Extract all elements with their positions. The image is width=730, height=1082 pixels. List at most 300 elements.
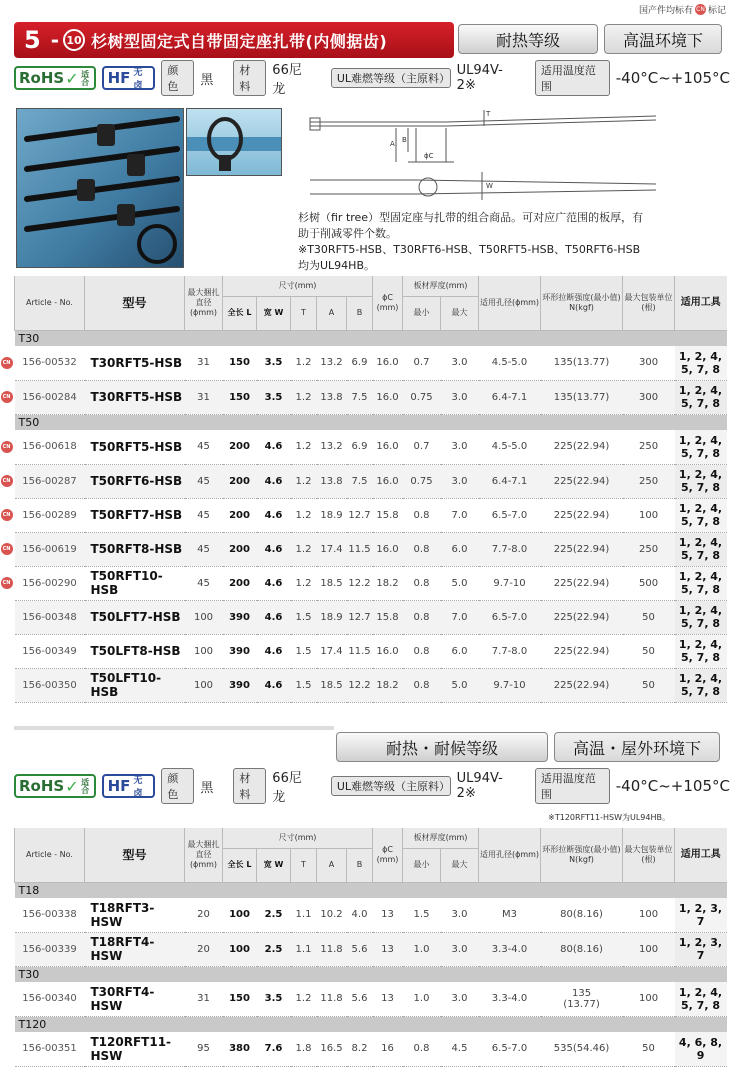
b-cell: 12.2 bbox=[347, 668, 373, 702]
tools-cell bbox=[675, 380, 727, 414]
tools-line: 1, 2, 4, bbox=[678, 349, 723, 363]
dim-c-label: ϕC bbox=[424, 152, 434, 160]
plate-max-cell: 3.0 bbox=[441, 932, 479, 966]
tools-cell bbox=[675, 634, 727, 668]
tools-line: 1, 2, 4, bbox=[678, 638, 723, 651]
b-cell: 4.0 bbox=[347, 898, 373, 932]
model-cell: T50RFT7-HSB bbox=[85, 498, 185, 532]
length-cell: 200 bbox=[223, 464, 257, 498]
cn-badge-icon: CN bbox=[696, 6, 705, 13]
strength-cell: 225(22.94) bbox=[541, 498, 623, 532]
pack-cell: 100 bbox=[623, 932, 675, 966]
sub-number-badge: 10 bbox=[63, 29, 85, 51]
article-no-cell bbox=[2, 532, 85, 566]
max-dia-cell: 100 bbox=[185, 600, 223, 634]
dim-a-label: A bbox=[390, 140, 395, 148]
col-hole: 适用孔径(ϕmm) bbox=[479, 276, 541, 330]
tools-line: 1, 2, 4, bbox=[678, 604, 723, 617]
hole-cell: 9.7-10 bbox=[479, 566, 541, 600]
table-row bbox=[15, 932, 727, 966]
max-dia-cell: 31 bbox=[185, 380, 223, 414]
plate-max-cell: 6.0 bbox=[441, 532, 479, 566]
length-cell: 150 bbox=[223, 380, 257, 414]
environment-badge: 高温环境下 bbox=[604, 24, 722, 54]
model-cell: T50RFT10-HSB bbox=[85, 566, 185, 600]
tools-line: 5, 7, 8 bbox=[681, 685, 720, 698]
tools-line: 5, 7, 8 bbox=[681, 446, 720, 460]
tools-cell bbox=[675, 600, 727, 634]
width-cell: 3.5 bbox=[257, 346, 291, 380]
a-cell: 16.5 bbox=[317, 1032, 347, 1066]
model-cell: T30RFT5-HSB bbox=[85, 380, 185, 414]
hf-logo: HF 无卤 bbox=[102, 774, 156, 798]
cn-badge-icon: CN bbox=[1, 475, 13, 487]
col-plate: 板材厚度(mm) bbox=[403, 276, 479, 296]
spec-row bbox=[14, 63, 730, 97]
article-no-text: 156-00532 bbox=[22, 357, 77, 369]
article-no-cell bbox=[2, 430, 85, 464]
tools-line: 1, 2, 4, bbox=[678, 502, 723, 515]
length-cell: 150 bbox=[223, 982, 257, 1016]
phi-c-cell: 18.2 bbox=[373, 668, 403, 702]
plate-min-cell: 1.5 bbox=[403, 898, 441, 932]
hole-cell: 3.3-4.0 bbox=[479, 982, 541, 1016]
hole-cell: 6.5-7.0 bbox=[479, 1032, 541, 1066]
plate-min-cell: 0.8 bbox=[403, 600, 441, 634]
table-row bbox=[15, 600, 727, 634]
color-label: 颜色 bbox=[161, 768, 194, 804]
a-cell: 18.9 bbox=[317, 498, 347, 532]
model-cell: T50LFT8-HSB bbox=[85, 634, 185, 668]
tools-line: 1, 2, 4, bbox=[678, 570, 723, 583]
plate-min-cell: 0.8 bbox=[403, 634, 441, 668]
b-cell: 11.5 bbox=[347, 532, 373, 566]
width-cell: 4.6 bbox=[257, 498, 291, 532]
a-cell: 13.8 bbox=[317, 464, 347, 498]
tools-line: 5, 7, 8 bbox=[681, 397, 720, 410]
max-dia-cell: 31 bbox=[185, 346, 223, 380]
plate-max-cell: 7.0 bbox=[441, 498, 479, 532]
width-cell: 4.6 bbox=[257, 566, 291, 600]
strength-cell: 225(22.94) bbox=[541, 634, 623, 668]
model-cell: T18RFT4-HSW bbox=[85, 932, 185, 966]
max-dia-cell: 31 bbox=[185, 982, 223, 1016]
article-no-cell bbox=[2, 566, 85, 600]
dim-b-label: B bbox=[402, 136, 407, 144]
strength-cell: 225(22.94) bbox=[541, 600, 623, 634]
plate-min-cell: 0.7 bbox=[403, 430, 441, 464]
pack-cell: 100 bbox=[623, 498, 675, 532]
article-no-cell: 156-00349 bbox=[15, 634, 85, 668]
strength-cell bbox=[541, 982, 623, 1016]
cn-badge-icon: CN bbox=[1, 509, 13, 521]
plate-max-cell: 6.0 bbox=[441, 634, 479, 668]
col-phi-c: ϕC (mm) bbox=[373, 276, 403, 330]
strength-line: (13.77) bbox=[563, 998, 600, 1010]
plate-min-cell: 0.8 bbox=[403, 566, 441, 600]
hole-cell: 7.7-8.0 bbox=[479, 634, 541, 668]
tools-cell bbox=[675, 464, 727, 498]
group-label: T18 bbox=[15, 882, 727, 898]
max-dia-cell: 45 bbox=[185, 532, 223, 566]
desc-line: 均为UL94HB。 bbox=[298, 259, 375, 272]
tools-line: 1, 2, 3, 7 bbox=[678, 901, 723, 928]
dim-w-label: W bbox=[486, 182, 493, 190]
tools-cell bbox=[675, 498, 727, 532]
model-cell: T50RFT5-HSB bbox=[85, 430, 185, 464]
length-cell: 100 bbox=[223, 898, 257, 932]
tools-cell bbox=[675, 532, 727, 566]
col-article: Article - No. bbox=[15, 276, 85, 330]
tools-line: 5, 7, 8 bbox=[681, 583, 720, 596]
col-t: T bbox=[291, 296, 317, 330]
table-row bbox=[15, 1032, 727, 1066]
a-cell: 13.2 bbox=[317, 430, 347, 464]
pack-cell: 250 bbox=[623, 532, 675, 566]
b-cell: 6.9 bbox=[347, 430, 373, 464]
width-cell: 7.6 bbox=[257, 1032, 291, 1066]
col-pack: 最大包装单位(根) bbox=[623, 276, 675, 330]
model-cell: T120RFT11-HSW bbox=[85, 1032, 185, 1066]
plate-min-cell: 0.75 bbox=[403, 380, 441, 414]
ul-label: UL难燃等级（主原料） bbox=[331, 68, 451, 88]
temp-label: 适用温度范围 bbox=[535, 60, 610, 96]
article-no-text: 156-00289 bbox=[22, 509, 77, 521]
table-row bbox=[15, 668, 727, 702]
grade-badge: 耐热等级 bbox=[458, 24, 598, 54]
t-cell: 1.2 bbox=[291, 498, 317, 532]
tools-line: 1, 2, 4, bbox=[678, 384, 723, 397]
a-cell: 13.2 bbox=[317, 346, 347, 380]
desc-line: 杉树（fir tree）型固定座与扎带的组合商品。可对应广范围的板厚，有 bbox=[298, 211, 644, 224]
col-dims: 尺寸(mm) bbox=[223, 276, 373, 296]
t-cell: 1.5 bbox=[291, 600, 317, 634]
product-photo-cables bbox=[16, 108, 184, 268]
tools-cell bbox=[675, 346, 727, 380]
col-max: 最大 bbox=[441, 296, 479, 330]
width-cell: 4.6 bbox=[257, 464, 291, 498]
col-b: B bbox=[347, 296, 373, 330]
width-cell: 2.5 bbox=[257, 932, 291, 966]
tools-line: 5, 7, 8 bbox=[681, 617, 720, 630]
color-value: 黑 bbox=[200, 72, 214, 88]
length-cell: 200 bbox=[223, 498, 257, 532]
plate-min-cell: 0.7 bbox=[403, 346, 441, 380]
max-dia-cell: 45 bbox=[185, 430, 223, 464]
max-dia-cell: 20 bbox=[185, 898, 223, 932]
col-model: 型号 bbox=[85, 828, 185, 882]
t-cell: 1.2 bbox=[291, 566, 317, 600]
title-dash: - bbox=[50, 28, 60, 52]
length-cell: 100 bbox=[223, 932, 257, 966]
check-icon: ✓ bbox=[65, 68, 79, 88]
t-cell: 1.2 bbox=[291, 982, 317, 1016]
desc-line: 助于削减零件个数。 bbox=[298, 227, 397, 240]
spec-row-2 bbox=[14, 771, 730, 805]
col-max-dia: 最大捆扎直径(ϕmm) bbox=[185, 828, 223, 882]
t-cell: 1.5 bbox=[291, 634, 317, 668]
hole-cell: 6.4-7.1 bbox=[479, 380, 541, 414]
col-a: A bbox=[317, 848, 347, 882]
length-cell: 200 bbox=[223, 430, 257, 464]
tools-line: 1, 2, 4, bbox=[678, 468, 723, 481]
col-t: T bbox=[291, 848, 317, 882]
article-no-cell: 156-00338 bbox=[15, 898, 85, 932]
group-header-row bbox=[15, 882, 727, 898]
strength-cell: 135(13.77) bbox=[541, 346, 623, 380]
tools-cell bbox=[675, 668, 727, 702]
group-header-row bbox=[15, 414, 727, 430]
col-pack: 最大包装单位(根) bbox=[623, 828, 675, 882]
pack-cell: 100 bbox=[623, 898, 675, 932]
hole-cell: 6.5-7.0 bbox=[479, 600, 541, 634]
pack-cell: 50 bbox=[623, 634, 675, 668]
article-no-cell: 156-00339 bbox=[15, 932, 85, 966]
length-cell: 380 bbox=[223, 1032, 257, 1066]
model-cell: T30RFT4-HSW bbox=[85, 982, 185, 1016]
cn-note-text: 国产件均标有 bbox=[638, 6, 693, 16]
b-cell: 5.6 bbox=[347, 932, 373, 966]
cn-badge-icon: CN bbox=[1, 577, 13, 589]
section-divider bbox=[14, 726, 334, 730]
table-row bbox=[15, 498, 727, 532]
hole-cell: 4.5-5.0 bbox=[479, 346, 541, 380]
pack-cell: 250 bbox=[623, 464, 675, 498]
width-cell: 4.6 bbox=[257, 668, 291, 702]
material-value: 66尼龙 bbox=[272, 771, 302, 805]
a-cell: 18.9 bbox=[317, 600, 347, 634]
plate-max-cell: 3.0 bbox=[441, 898, 479, 932]
t-cell: 1.2 bbox=[291, 532, 317, 566]
hole-cell: 7.7-8.0 bbox=[479, 532, 541, 566]
b-cell: 7.5 bbox=[347, 464, 373, 498]
tools-line: 5, 7, 8 bbox=[681, 651, 720, 664]
tools-line: 5, 7, 8 bbox=[681, 515, 720, 528]
plate-min-cell: 1.0 bbox=[403, 932, 441, 966]
pack-cell: 50 bbox=[623, 600, 675, 634]
phi-c-cell: 16.0 bbox=[373, 380, 403, 414]
hole-cell: 4.5-5.0 bbox=[479, 430, 541, 464]
group-label: T50 bbox=[15, 414, 727, 430]
article-no-cell bbox=[2, 464, 85, 498]
article-no-cell bbox=[2, 346, 85, 380]
phi-c-cell: 18.2 bbox=[373, 566, 403, 600]
max-dia-cell: 20 bbox=[185, 932, 223, 966]
phi-c-cell: 15.8 bbox=[373, 600, 403, 634]
t-cell: 1.1 bbox=[291, 932, 317, 966]
col-b: B bbox=[347, 848, 373, 882]
t-cell: 1.2 bbox=[291, 346, 317, 380]
b-cell: 12.7 bbox=[347, 498, 373, 532]
a-cell: 13.8 bbox=[317, 380, 347, 414]
b-cell: 11.5 bbox=[347, 634, 373, 668]
hole-cell: 6.5-7.0 bbox=[479, 498, 541, 532]
strength-cell: 80(8.16) bbox=[541, 932, 623, 966]
col-w: 宽 W bbox=[257, 848, 291, 882]
strength-cell: 225(22.94) bbox=[541, 566, 623, 600]
tools-line: 1, 2, 4, bbox=[678, 536, 723, 549]
table-row bbox=[15, 982, 727, 1016]
strength-cell: 135(13.77) bbox=[541, 380, 623, 414]
section-title-bar bbox=[14, 22, 454, 58]
width-cell: 2.5 bbox=[257, 898, 291, 932]
cn-badge-icon: CN bbox=[1, 441, 13, 453]
tools-cell bbox=[675, 430, 727, 464]
hole-cell: 9.7-10 bbox=[479, 668, 541, 702]
tools-line: 1, 2, 4, bbox=[678, 672, 723, 685]
col-w: 宽 W bbox=[257, 296, 291, 330]
phi-c-cell: 13 bbox=[373, 932, 403, 966]
plate-max-cell: 3.0 bbox=[441, 464, 479, 498]
tools-line: 4, 6, 8, 9 bbox=[678, 1035, 723, 1062]
color-label: 颜色 bbox=[161, 60, 194, 96]
plate-min-cell: 0.75 bbox=[403, 464, 441, 498]
strength-line: 135 bbox=[571, 987, 592, 999]
article-no-text: 156-00287 bbox=[22, 475, 77, 487]
b-cell: 8.2 bbox=[347, 1032, 373, 1066]
phi-c-cell: 16.0 bbox=[373, 634, 403, 668]
b-cell: 5.6 bbox=[347, 982, 373, 1016]
col-article: Article - No. bbox=[15, 828, 85, 882]
b-cell: 12.7 bbox=[347, 600, 373, 634]
group-label: T30 bbox=[15, 966, 727, 982]
cn-badge-icon: CN bbox=[1, 543, 13, 555]
table-row bbox=[15, 898, 727, 932]
table-row bbox=[15, 430, 727, 464]
plate-min-cell: 0.8 bbox=[403, 1032, 441, 1066]
a-cell: 11.8 bbox=[317, 932, 347, 966]
group-header-row bbox=[15, 1016, 727, 1032]
check-icon: ✓ bbox=[65, 776, 79, 796]
model-cell: T50RFT6-HSB bbox=[85, 464, 185, 498]
article-no-text: 156-00619 bbox=[22, 543, 77, 555]
model-cell: T50LFT10-HSB bbox=[85, 668, 185, 702]
phi-c-cell: 15.8 bbox=[373, 498, 403, 532]
model-cell: T50LFT7-HSB bbox=[85, 600, 185, 634]
table-row bbox=[15, 634, 727, 668]
length-cell: 150 bbox=[223, 346, 257, 380]
max-dia-cell: 100 bbox=[185, 634, 223, 668]
model-cell: T18RFT3-HSW bbox=[85, 898, 185, 932]
width-cell: 3.5 bbox=[257, 982, 291, 1016]
tools-cell bbox=[675, 566, 727, 600]
table-row bbox=[15, 346, 727, 380]
strength-cell: 225(22.94) bbox=[541, 430, 623, 464]
cn-badge-icon: CN bbox=[1, 391, 13, 403]
strength-cell: 225(22.94) bbox=[541, 532, 623, 566]
group-header-row bbox=[15, 330, 727, 346]
plate-min-cell: 1.0 bbox=[403, 982, 441, 1016]
length-cell: 390 bbox=[223, 600, 257, 634]
section-number: 5 bbox=[24, 26, 41, 54]
pack-cell: 300 bbox=[623, 380, 675, 414]
model-cell: T50RFT8-HSB bbox=[85, 532, 185, 566]
plate-max-cell: 5.0 bbox=[441, 668, 479, 702]
material-label: 材料 bbox=[233, 60, 266, 96]
pack-cell: 50 bbox=[623, 668, 675, 702]
t-cell: 1.1 bbox=[291, 898, 317, 932]
cn-note-text-after: 标记 bbox=[707, 6, 726, 16]
temp-value: -40°C~+105°C bbox=[615, 69, 730, 87]
width-cell: 4.6 bbox=[257, 600, 291, 634]
rohs-logo: RoHS ✓ 适合 bbox=[14, 66, 96, 90]
phi-c-cell: 16.0 bbox=[373, 532, 403, 566]
rohs-logo: RoHS ✓ 适合 bbox=[14, 774, 96, 798]
phi-c-cell: 16.0 bbox=[373, 430, 403, 464]
product-photo-loop bbox=[186, 108, 282, 176]
plate-max-cell: 3.0 bbox=[441, 430, 479, 464]
article-no-cell: 156-00351 bbox=[15, 1032, 85, 1066]
t-cell: 1.5 bbox=[291, 668, 317, 702]
col-hole: 适用孔径(ϕmm) bbox=[479, 828, 541, 882]
tools-line: 5, 7, 8 bbox=[681, 481, 720, 494]
t-cell: 1.2 bbox=[291, 464, 317, 498]
material-label: 材料 bbox=[233, 768, 266, 804]
article-no-cell: 156-00350 bbox=[15, 668, 85, 702]
a-cell: 10.2 bbox=[317, 898, 347, 932]
col-l: 全长 L bbox=[223, 848, 257, 882]
phi-c-cell: 16.0 bbox=[373, 464, 403, 498]
model-cell: T30RFT5-HSB bbox=[85, 346, 185, 380]
phi-c-cell: 13 bbox=[373, 982, 403, 1016]
environment-badge-2: 高温・屋外环境下 bbox=[554, 732, 720, 762]
desc-line: ※T30RFT5-HSB、T30RFT6-HSB、T50RFT5-HSB、T50RFT6-HSB bbox=[298, 243, 641, 256]
article-no-cell bbox=[2, 498, 85, 532]
b-cell: 7.5 bbox=[347, 380, 373, 414]
ul-note: ※T120RFT11-HSW为UL94HB。 bbox=[548, 813, 670, 822]
a-cell: 17.4 bbox=[317, 532, 347, 566]
t-cell: 1.8 bbox=[291, 1032, 317, 1066]
col-tools: 适用工具 bbox=[675, 276, 727, 330]
grade-badge-2: 耐热・耐候等级 bbox=[336, 732, 548, 762]
length-cell: 390 bbox=[223, 634, 257, 668]
phi-c-cell: 13 bbox=[373, 898, 403, 932]
strength-cell: 225(22.94) bbox=[541, 464, 623, 498]
article-no-cell: 156-00340 bbox=[15, 982, 85, 1016]
group-header-row bbox=[15, 966, 727, 982]
plate-min-cell: 0.8 bbox=[403, 668, 441, 702]
color-value: 黑 bbox=[200, 780, 214, 796]
max-dia-cell: 45 bbox=[185, 464, 223, 498]
temp-label: 适用温度范围 bbox=[535, 768, 610, 804]
hole-cell: M3 bbox=[479, 898, 541, 932]
col-strength: 环形拉断强度(最小值) N(kgf) bbox=[541, 276, 623, 330]
plate-max-cell: 5.0 bbox=[441, 566, 479, 600]
material-value: 66尼龙 bbox=[272, 63, 302, 97]
col-min: 最小 bbox=[403, 848, 441, 882]
a-cell: 18.5 bbox=[317, 566, 347, 600]
pack-cell: 50 bbox=[623, 1032, 675, 1066]
width-cell: 3.5 bbox=[257, 380, 291, 414]
max-dia-cell: 45 bbox=[185, 498, 223, 532]
table-row bbox=[15, 464, 727, 498]
tools-cell bbox=[675, 982, 727, 1016]
col-max-dia: 最大捆扎直径(ϕmm) bbox=[185, 276, 223, 330]
max-dia-cell: 100 bbox=[185, 668, 223, 702]
plate-max-cell: 3.0 bbox=[441, 346, 479, 380]
plate-max-cell: 3.0 bbox=[441, 982, 479, 1016]
hole-cell: 6.4-7.1 bbox=[479, 464, 541, 498]
plate-max-cell: 7.0 bbox=[441, 600, 479, 634]
spec-table-2 bbox=[14, 828, 727, 1067]
table-row bbox=[15, 380, 727, 414]
col-tools: 适用工具 bbox=[675, 828, 727, 882]
col-l: 全长 L bbox=[223, 296, 257, 330]
width-cell: 4.6 bbox=[257, 532, 291, 566]
plate-min-cell: 0.8 bbox=[403, 498, 441, 532]
page-title: 杉树型固定式自带固定座扎带(内侧据齿) bbox=[91, 31, 388, 51]
col-strength: 环形拉断强度(最小值) N(kgf) bbox=[541, 828, 623, 882]
